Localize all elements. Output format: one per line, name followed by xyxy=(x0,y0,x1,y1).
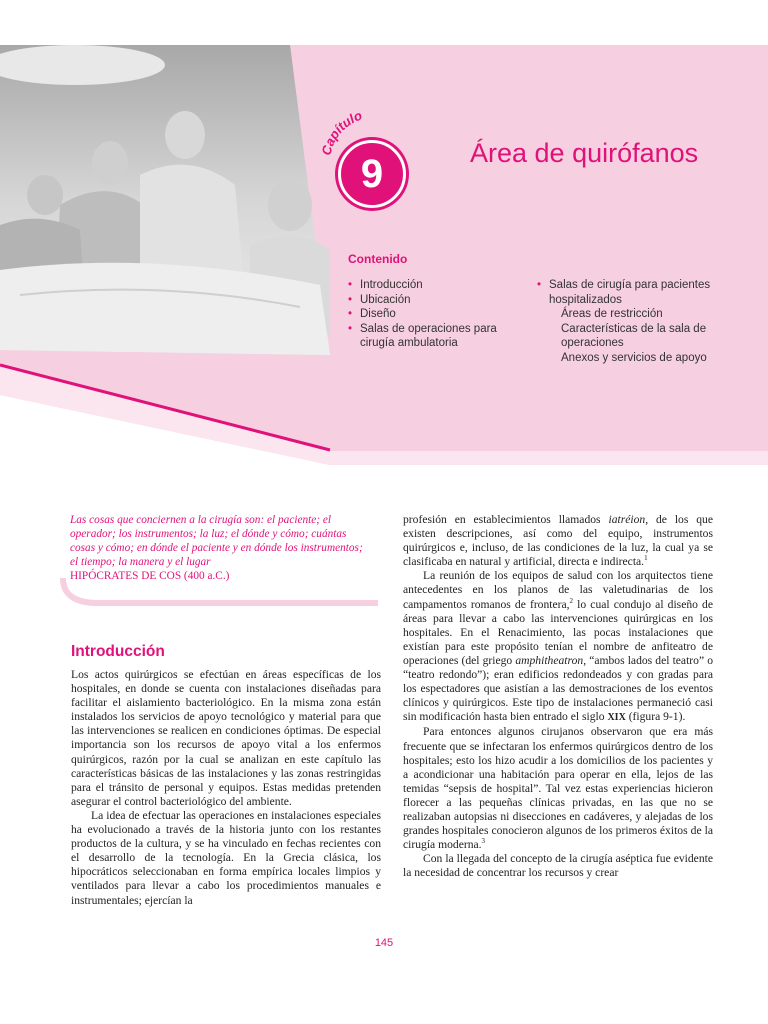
chapter-title: Área de quirófanos xyxy=(470,138,699,168)
paragraph: La reunión de los equipos de salud con los arquitectos tiene antecedentes en los planos de las valetudinarias de los campamentos romanos de frontera,$^2$ lo cual condujo al diseño de áreas para llevar a cabo las intervenciones quirúrgicas en los hospitales. En el Renacimiento, las pocas instalaciones que existían para este propósito tenían el nombre de anfiteatro de operaciones (del griego amphitheatron, “ambos lados del teatro” o “teatro redondo”); eran edificios redondeados y con gradas para los espectadores que asistían a las demostraciones de los eventos clínicos y quirúrgicos. Este tipo de instalaciones permaneció casi sin modificación hasta bien entrado el siglo XIX (figura 9-1). xyxy=(403,569,714,724)
epigraph-author: HIPÓCRATES DE COS (400 a.C.) xyxy=(70,570,230,582)
chapter-number: 9 xyxy=(360,152,384,196)
contents-heading: Contenido xyxy=(348,252,408,266)
chapter-number-badge xyxy=(338,140,406,208)
paragraph: profesión en establecimientos llamados iatréion, de los que existen descripciones, así como del equipo, instrumentos quirúrgicos e, incluso, de las condiciones de la luz, la cual ya se clasificaba en natural y artificial, directa e indirecta.$^1$ xyxy=(403,513,714,569)
surgery-photo xyxy=(0,45,330,400)
paragraph: Los actos quirúrgicos se efectúan en áreas específicas de los hospitales, en donde se cuenta con instalaciones diseñadas para facilitar el aislamiento bacteriológico. En la misma zona están instalados los servicios de apoyo tecnológico y material para que las intervenciones se realicen en condiciones óptimas. De especial importancia son los recursos de apoyo vital a los enfermos quirúrgicos, razón por la cual se analizan en este capítulo las características básicas de las instalaciones y las zonas restringidas para el tránsito de personal y equipos. Estas medidas pretenden asegurar el control bacteriológico del ambiente. xyxy=(71,668,381,808)
paragraph: La idea de efectuar las operaciones en instalaciones especiales ha evolucionado a través de la historia junto con los restantes productos de la cultura, y se ha vinculado en fechas recientes con el desarrollo de la tecnología. En la Grecia clásica, los hipocráticos seleccionaban en forma empírica locales limpios y ventilados para llevar a cabo los procedimientos manuales e instrumentales; ejercían la xyxy=(71,808,381,907)
text-column-left xyxy=(71,668,381,908)
reference: 3 xyxy=(481,837,486,846)
page-number: 145 xyxy=(374,937,394,949)
text-column-right xyxy=(403,513,713,880)
century: XIX xyxy=(607,712,626,724)
reference: 1 xyxy=(644,554,648,563)
epigraph-quote: Las cosas que conciernen a la cirugía son: el paciente; el operador; los instrumentos; la luz; el dónde y cómo; cuántas cosas y cómo; en dónde el paciente y en dónde los instrumentos; el tiempo; la manera y el lugar xyxy=(70,514,363,568)
contents-item: • Salas de cirugía para pacientes hospitalizados xyxy=(537,279,711,306)
contents-subitem: Áreas de restricción xyxy=(561,308,663,320)
contents-item: • Ubicación xyxy=(348,293,411,306)
chapter-label: Capítulo xyxy=(318,107,364,157)
contents-list-right xyxy=(537,278,727,365)
contents-item: • Salas de operaciones para cirugía ambulatoria xyxy=(348,322,497,349)
contents-subitem: Características de la sala de operaciones xyxy=(561,322,707,349)
contents-list-left xyxy=(348,278,528,351)
paragraph: Con la llegada del concepto de la cirugía aséptica fue evidente la necesidad de concentrar los recursos y crear xyxy=(403,852,713,880)
contents-item: • Diseño xyxy=(348,308,396,320)
epigraph xyxy=(70,513,370,583)
contents-subitem: Anexos y servicios de apoyo xyxy=(561,351,707,364)
paragraph: Para entonces algunos cirujanos observaron que era más frecuente que se infectaran los enfermos quirúrgicos dentro de los hospitales; esto los hizo acudir a los domicilios de los pacientes y a acondicionar una habitación para operar en ella, lejos de las temidas “sepsis de hospital”. Tal vez estas experiencias hicieron florecer a las pequeñas clínicas privadas, en las que no se realizaban autopsias ni disecciones en cadáveres, y alejadas de los grandes hospitales conocieron algunos de los primeros éxitos de la cirugía moderna.$^3$ xyxy=(403,725,713,852)
contents-item: • Introducción xyxy=(348,279,423,291)
term: iatréion xyxy=(608,513,646,526)
term: amphitheatron xyxy=(515,653,584,667)
reference: 2 xyxy=(569,596,574,605)
section-heading: Introducción xyxy=(71,643,165,660)
